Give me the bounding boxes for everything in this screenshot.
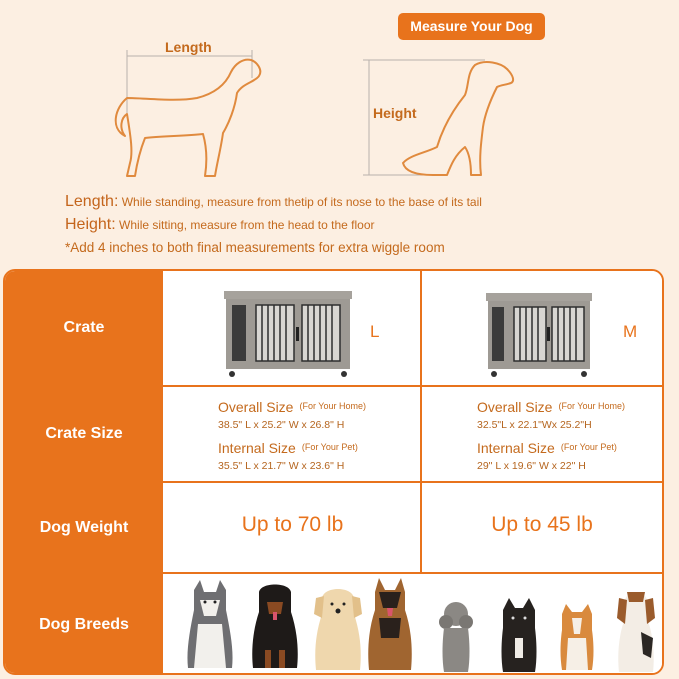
column-divider: [420, 483, 422, 572]
large-size-letter: L: [370, 322, 380, 341]
golden-retriever-image: [312, 584, 364, 670]
corgi-image: [558, 604, 596, 670]
medium-crate-image: [484, 293, 594, 379]
medium-size-cell: [422, 387, 662, 481]
height-instruction-text: While sitting, measure from the head to the floor: [119, 218, 375, 232]
dog-weight-row-label: Dog Weight: [5, 483, 163, 572]
medium-internal-size-title: Internal Size $^{(For Your Pet)}$: [477, 440, 617, 456]
length-instruction-title: Length:: [65, 193, 119, 210]
medium-internal-dimensions: 29" L x 19.6" W x 22" H: [477, 460, 586, 472]
poodle-image: [438, 600, 474, 672]
large-size-cell: [165, 387, 420, 481]
crate-size-row-label: Crate Size: [5, 387, 163, 481]
beagle-image: [615, 588, 657, 672]
column-divider: [420, 271, 422, 385]
rottweiler-image: [247, 580, 303, 670]
column-divider: [420, 387, 422, 481]
large-overall-size-title: Overall Size $^{(For Your Home)}$: [218, 399, 366, 415]
husky-image: [180, 580, 240, 670]
length-instruction-text: While standing, measure from thetip of its nose to the base of its tail: [121, 195, 482, 209]
large-internal-size-title: Internal Size $^{(For Your Pet)}$: [218, 440, 358, 456]
large-internal-dimensions: 35.5" L x 21.7" W x 23.6" H: [218, 460, 345, 472]
large-overall-dimensions: 38.5" L x 25.2" W x 26.8" H: [218, 419, 345, 431]
medium-weight-value: Up to 45 lb: [491, 513, 593, 536]
dog-breeds-row-label: Dog Breeds: [5, 574, 163, 675]
french-bulldog-image: [499, 598, 539, 672]
length-instruction: [65, 193, 482, 211]
medium-overall-size-title: Overall Size $^{(For Your Home)}$: [477, 399, 625, 415]
medium-weight-cell: [422, 483, 662, 572]
length-label: Length: [165, 39, 212, 55]
dog-breeds-cell: [165, 574, 662, 675]
measure-your-dog-badge: Measure Your Dog: [398, 13, 545, 40]
large-weight-value: Up to 70 lb: [241, 513, 344, 536]
large-crate-cell: [165, 271, 420, 385]
dog-breeds-row: [5, 574, 662, 675]
height-instruction: [65, 216, 375, 234]
crate-row: [5, 271, 662, 385]
standing-dog-illustration: [105, 38, 265, 183]
crate-size-row: [5, 387, 662, 481]
dog-weight-row: [5, 483, 662, 572]
medium-size-letter: M: [623, 322, 638, 341]
medium-crate-cell: [422, 271, 662, 385]
height-instruction-title: Height:: [65, 216, 116, 233]
height-label: Height: [373, 105, 417, 121]
medium-overall-dimensions: 32.5"L x 22.1"Wx 25.2"H: [477, 419, 592, 431]
large-weight-cell: [165, 483, 420, 572]
german-shepherd-image: [365, 578, 413, 670]
size-comparison-table: [3, 269, 664, 675]
crate-row-label: Crate: [5, 271, 163, 385]
large-crate-image: [222, 291, 354, 379]
wiggle-room-note: *Add 4 inches to both final measurements for extra wiggle room: [65, 240, 445, 255]
